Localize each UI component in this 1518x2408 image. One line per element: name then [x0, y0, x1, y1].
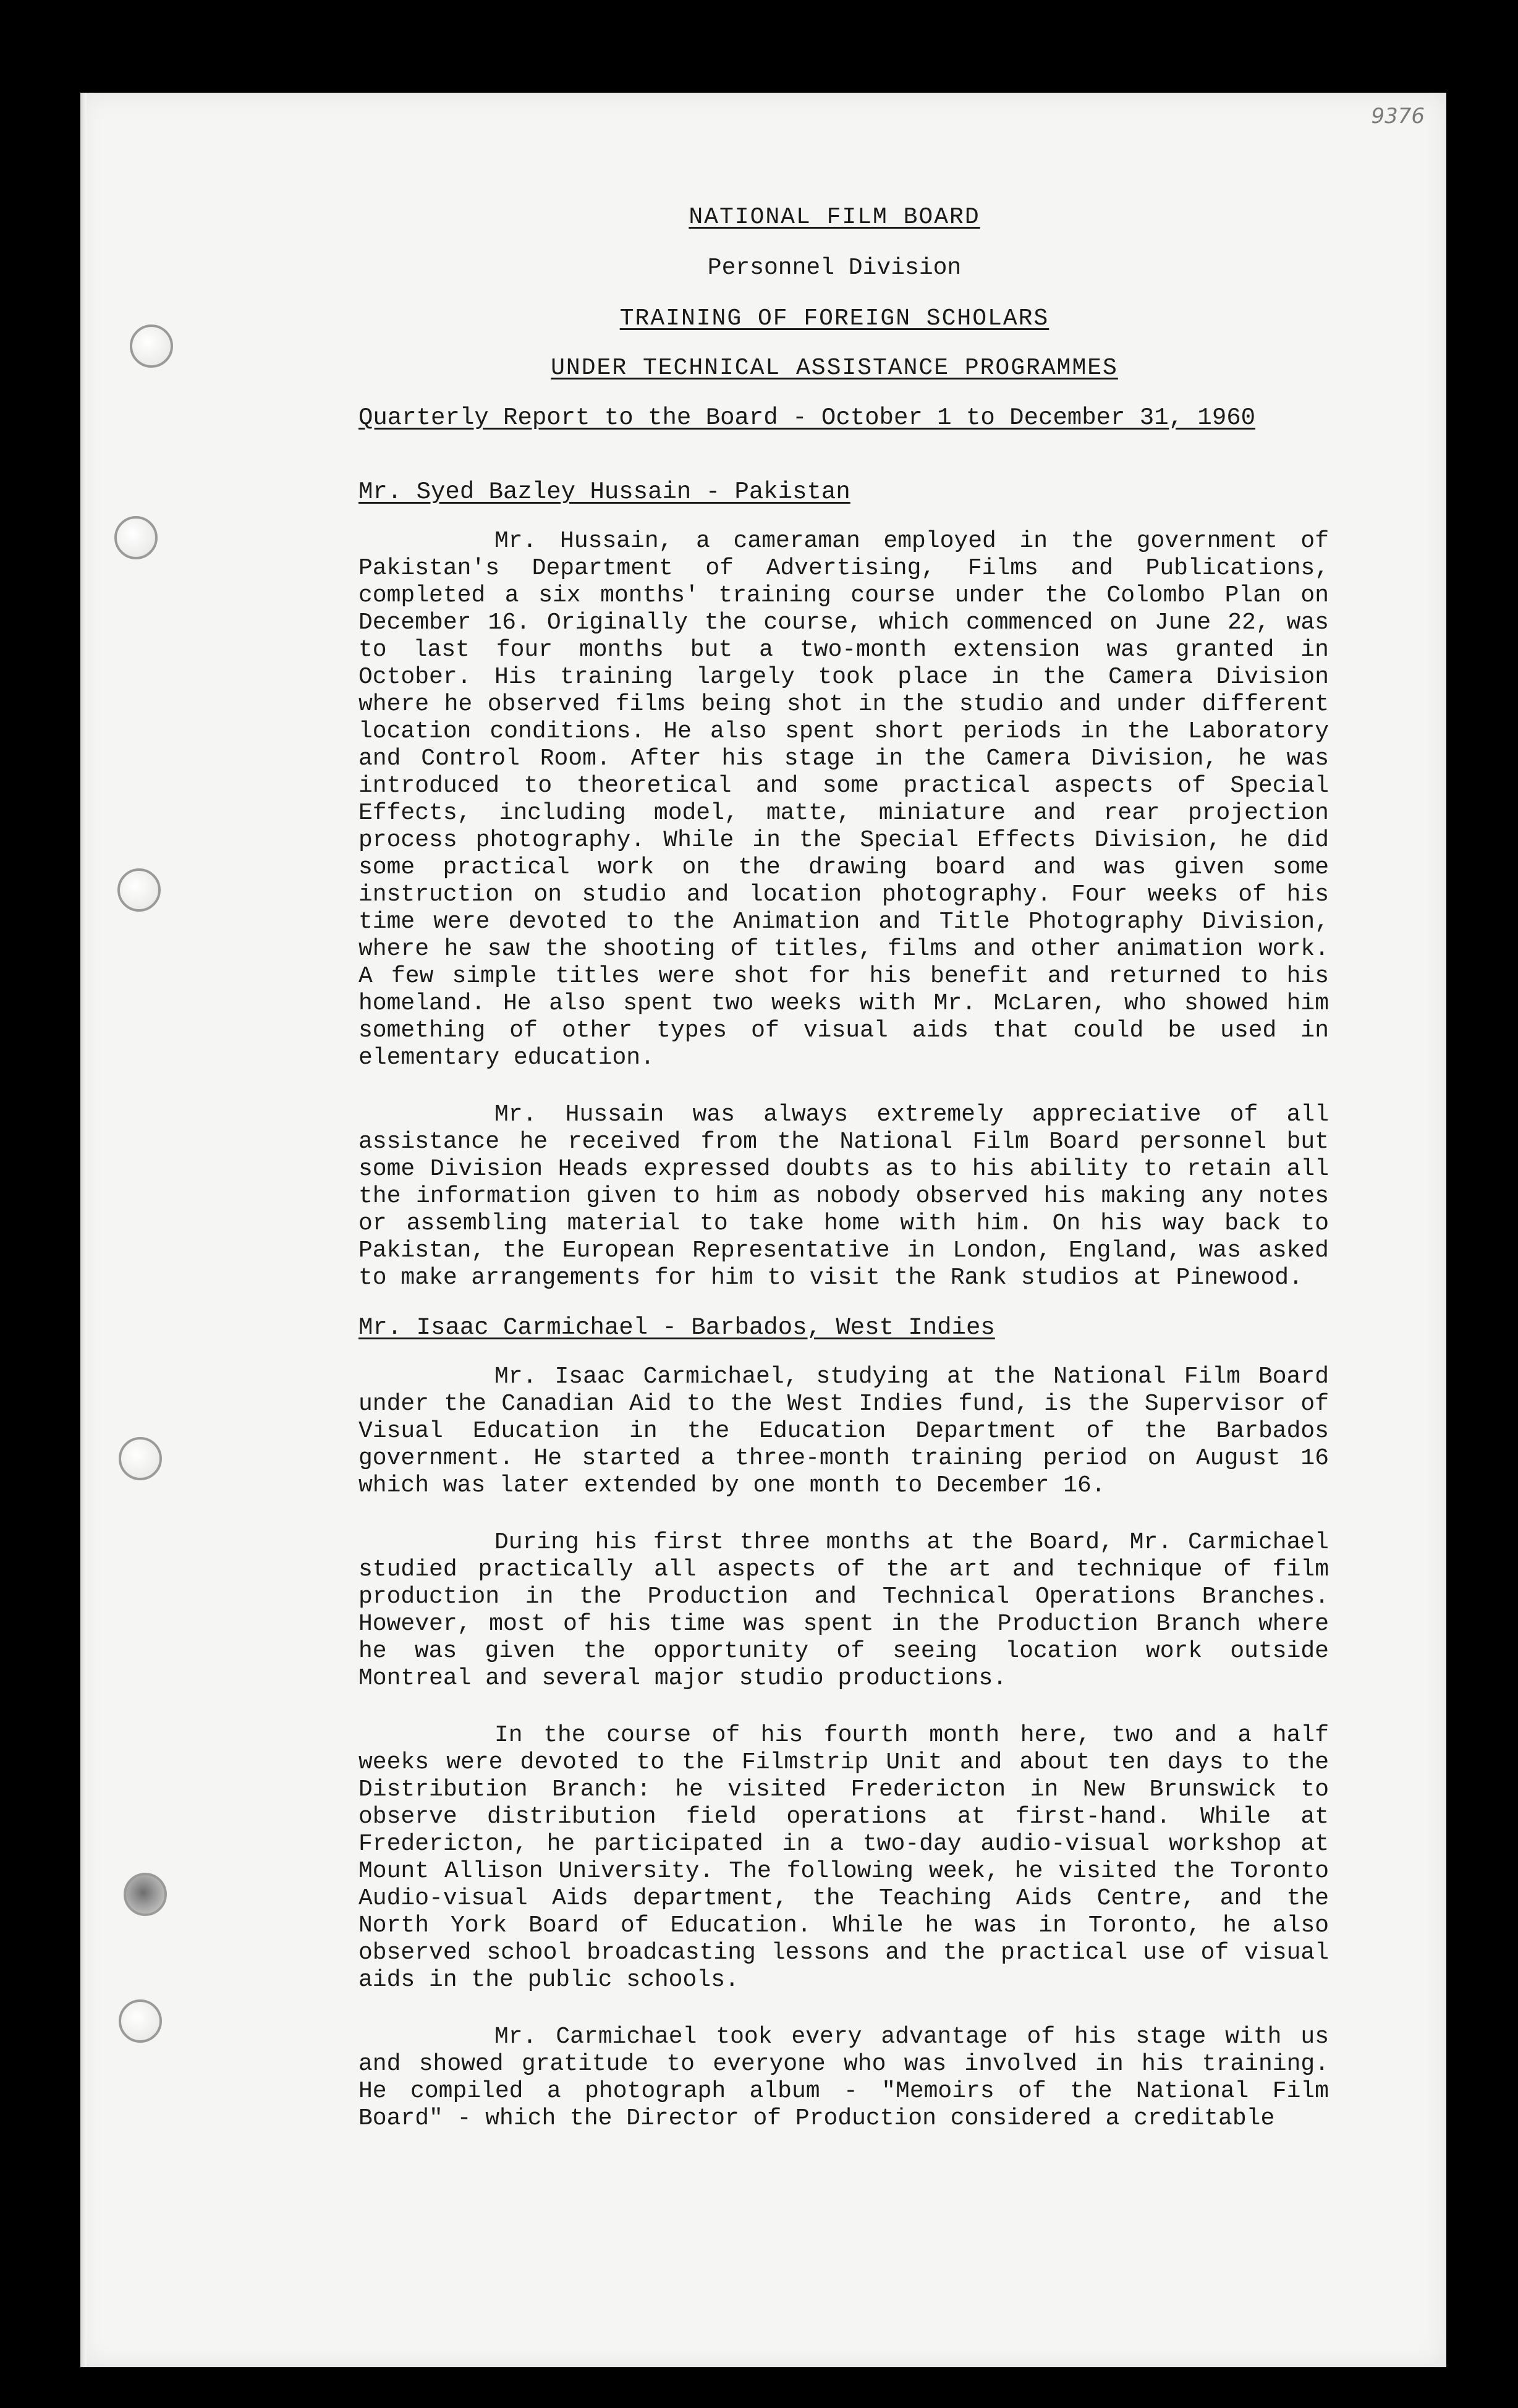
punch-hole — [117, 868, 161, 912]
punch-hole — [130, 324, 173, 368]
page-edge — [80, 93, 87, 2367]
punch-hole — [119, 1999, 162, 2043]
paragraph: Mr. Isaac Carmichael, studying at the National Film Board under the Canadian Aid to the West Indies fund, is the Supervisor of Visual Education in the Education Department of the Barbados government. He started a three-month training period on August 16 which was later extended by one month to December 16. — [358, 1363, 1329, 1499]
paragraph: Mr. Carmichael took every advantage of his stage with us and showed gratitude to everyone who was involved in his training. He compiled a photograph album - "Memoirs of the National Film Board" - which the Director of Production considered a creditable — [358, 2024, 1329, 2132]
section-heading-hussain: Mr. Syed Bazley Hussain - Pakistan — [358, 478, 850, 506]
paragraph: Mr. Hussain, a cameraman employed in the government of Pakistan's Department of Advertising, Films and Publications, completed a six months' training course under the Colombo Plan on December 16. Originally the course, which commenced on June 22, was to last four months but a two-month extension was granted in October. His training largely took place in the Camera Division where he observed films being shot in the studio and under different location conditions. He also spent short periods in the Laboratory and Control Room. After his stage in the Camera Division, he was introduced to theoretical and some practical aspects of Special Effects, including model, matte, miniature and rear projection process photography. While in the Special Effects Division, he did some practical work on the drawing board and was given some instruction on studio and location photography. Four weeks of his time were devoted to the Animation and Title Photography Division, where he saw the shooting of titles, films and other animation work. A few simple titles were shot for his benefit and returned to his homeland. He also spent two weeks with Mr. McLaren, who showed him something of other types of visual aids that could be used in elementary education. — [358, 528, 1329, 1071]
paragraph: During his first three months at the Board, Mr. Carmichael studied practically all aspects of the art and technique of film production in the Production and Technical Operations Branches. However, most of his time was spent in the Production Branch where he was given the opportunity of seeing location work outside Montreal and several major studio productions. — [358, 1529, 1329, 1692]
division-heading: Personnel Division — [707, 255, 962, 281]
document-page — [80, 93, 1446, 2367]
paragraph: In the course of his fourth month here, two and a half weeks were devoted to the Filmstrip Unit and about ten days to the Distribution Branch: he visited Fredericton in New Brunswick to observe distribution field operations at first-hand. While at Fredericton, he participated in a two-day audio-visual workshop at Mount Allison University. The following week, he visited the Toronto Audio-visual Aids department, the Teaching Aids Centre, and the North York Board of Education. While he was in Toronto, he also observed school broadcasting lessons and the practical use of visual aids in the public schools. — [358, 1722, 1329, 1993]
page-number: 9376 — [1371, 104, 1425, 129]
document-body — [340, 204, 1329, 2132]
punch-hole — [124, 1873, 167, 1916]
title-line-1: TRAINING OF FOREIGN SCHOLARS — [619, 305, 1049, 332]
title-line-2: UNDER TECHNICAL ASSISTANCE PROGRAMMES — [551, 355, 1118, 381]
paragraph: Mr. Hussain was always extremely appreciative of all assistance he received from the National Film Board personnel but some Division Heads expressed doubts as to his ability to retain all the information given to him as nobody observed his making any notes or assembling material to take home with him. On his way back to Pakistan, the European Representative in London, England, was asked to make arrangements for him to visit the Rank studios at Pinewood. — [358, 1101, 1329, 1291]
report-line: Quarterly Report to the Board - October 1 to December 31, 1960 — [358, 404, 1256, 431]
punch-hole — [119, 1437, 162, 1480]
punch-hole — [114, 516, 158, 559]
organization-heading: NATIONAL FILM BOARD — [689, 204, 980, 231]
section-heading-carmichael: Mr. Isaac Carmichael - Barbados, West Indies — [358, 1314, 995, 1341]
